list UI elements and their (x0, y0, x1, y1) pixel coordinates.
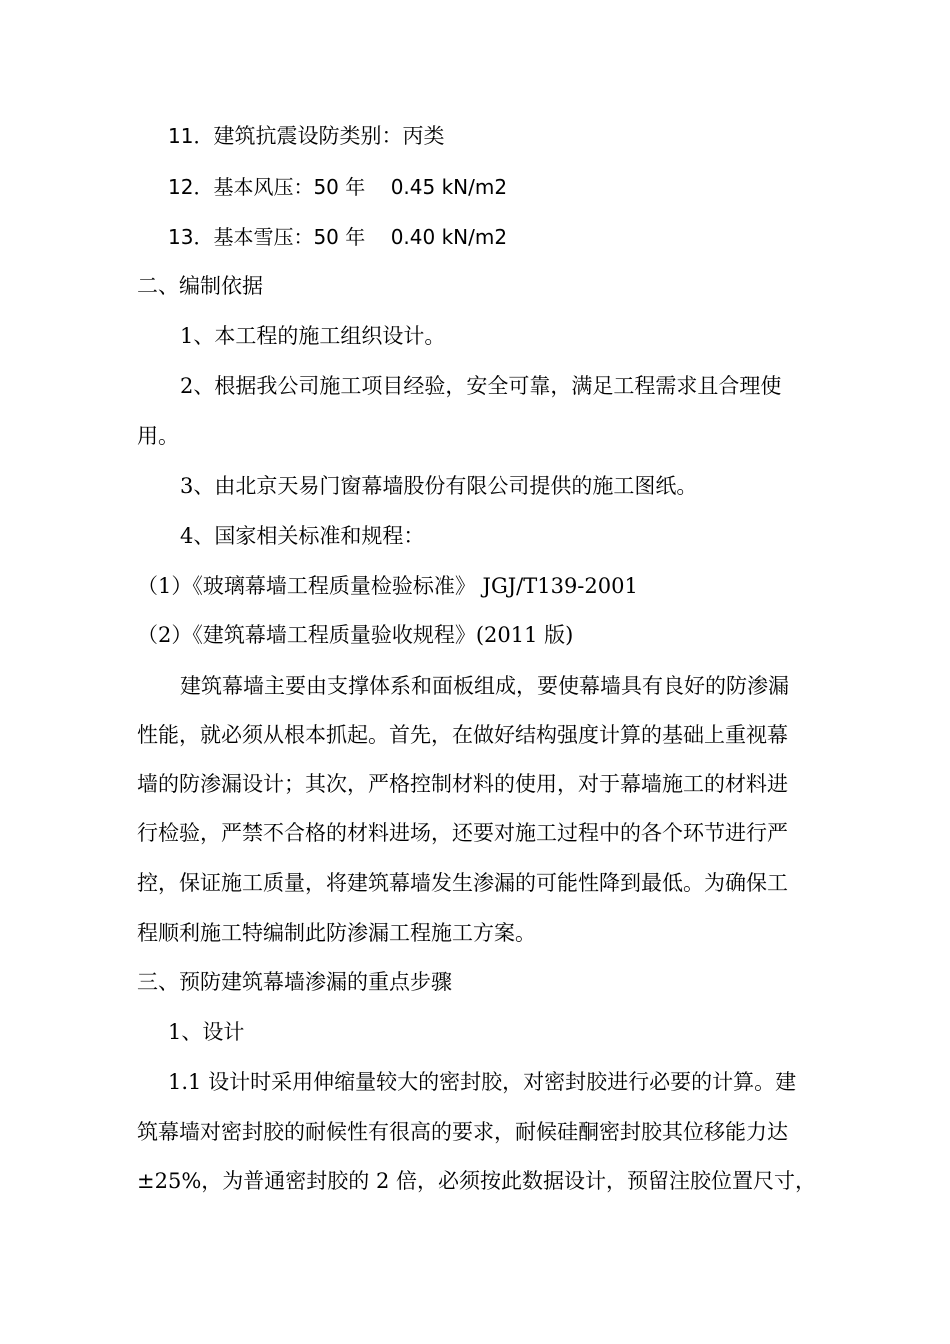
standard-1: （1）《玻璃幕墙工程质量检验标准》 JGJ/T139-2001 (137, 574, 638, 598)
item-number: 11． (168, 124, 214, 148)
section-heading-2: 二、编制依据 (137, 274, 263, 298)
item-text: 基本风压：50 年 0.45 kN/m2 (213, 175, 508, 199)
paragraph-line: 控，保证施工质量，将建筑幕墙发生渗漏的可能性降到最低。为确保工 (137, 871, 788, 895)
basis-line-4: 4、国家相关标准和规程： (180, 524, 425, 548)
item-text: 基本雪压：50 年 0.40 kN/m2 (213, 225, 508, 249)
paragraph-line: 墙的防渗漏设计；其次，严格控制材料的使用，对于幕墙施工的材料进 (137, 772, 788, 796)
basis-line-3: 3、由北京天易门窗幕墙股份有限公司提供的施工图纸。 (180, 474, 698, 498)
item-number: 12． (168, 175, 214, 199)
item-12 (168, 172, 507, 202)
standard-2: （2）《建筑幕墙工程质量验收规程》(2011 版) (137, 623, 574, 647)
paragraph-line: 建筑幕墙主要由支撑体系和面板组成，要使幕墙具有良好的防渗漏 (180, 674, 789, 698)
basis-line-1: 1、本工程的施工组织设计。 (180, 324, 446, 348)
paragraph-line: ±25%，为普通密封胶的 2 倍，必须按此数据设计，预留注胶位置尺寸， (137, 1169, 816, 1193)
paragraph-line: 1.1 设计时采用伸缩量较大的密封胶，对密封胶进行必要的计算。建 (168, 1070, 797, 1094)
paragraph-line: 程顺利施工特编制此防渗漏工程施工方案。 (137, 921, 536, 945)
section-heading-3: 三、预防建筑幕墙渗漏的重点步骤 (137, 970, 452, 994)
paragraph-line: 性能，就必须从根本抓起。首先，在做好结构强度计算的基础上重视幕 (137, 723, 788, 747)
paragraph-line: 行检验，严禁不合格的材料进场，还要对施工过程中的各个环节进行严 (137, 821, 788, 845)
item-number: 13． (168, 225, 214, 249)
basis-line-2: 2、根据我公司施工项目经验，安全可靠，满足工程需求且合理使 (180, 374, 782, 398)
item-13 (168, 222, 507, 252)
paragraph-line: 筑幕墙对密封胶的耐候性有很高的要求，耐候硅酮密封胶其位移能力达 (137, 1120, 788, 1144)
basis-line-2-cont: 用。 (137, 424, 179, 448)
item-text: 建筑抗震设防类别：丙类 (213, 124, 445, 148)
item-11 (168, 121, 444, 151)
subsection-heading: 1、设计 (168, 1020, 245, 1044)
